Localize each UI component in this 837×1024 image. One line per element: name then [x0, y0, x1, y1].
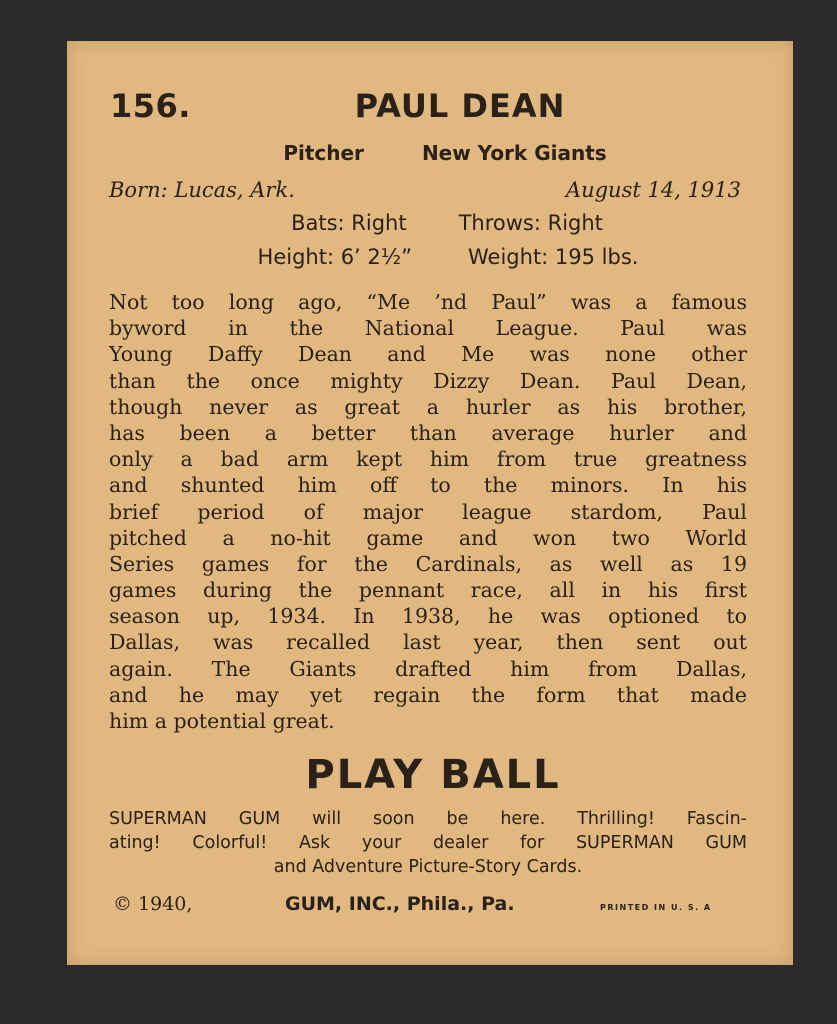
bio-line: Young Daffy Dean and Me was none other [109, 342, 747, 367]
bio-line: pitched a no-hit game and won two World [109, 525, 747, 550]
bio-line: and shunted him off to the minors. In his [109, 473, 747, 498]
bio-line: him a potential great. [109, 709, 335, 733]
bio-line: though never as great a hurler as his brother, [109, 394, 747, 419]
player-team: New York Giants [421, 141, 607, 165]
bio-line: brief period of major league stardom, Paul [109, 499, 747, 524]
promo-line: and Adventure Picture-Story Cards. [273, 857, 583, 877]
bio-line: season up, 1934. In 1938, he was optioned to [109, 604, 747, 629]
bats: Bats: Right [291, 211, 407, 235]
player-name: PAUL DEAN [354, 87, 566, 125]
bio-line: only a bad arm kept him from true greatness [109, 447, 747, 472]
promo-line: ating! Colorful! Ask your dealer for SUPERMAN GUM [109, 833, 747, 853]
height-weight-line [67, 245, 793, 269]
height: Height: 6’ 2½” [257, 245, 413, 269]
promo-line: SUPERMAN GUM will soon be here. Thrilling! Fascin- [109, 809, 747, 829]
bio-line: Dallas, was recalled last year, then sent out [109, 630, 747, 655]
bio-line: again. The Giants drafted him from Dallas, [109, 656, 747, 681]
bio-line: than the once mighty Dizzy Dean. Paul Dean, [109, 368, 747, 393]
position-team-line [67, 141, 793, 165]
birth-date: August 14, 1913 [565, 178, 741, 202]
throws: Throws: Right [458, 211, 603, 235]
copyright: © 1940, [113, 893, 193, 915]
baseball-card-back [67, 41, 793, 965]
bio-line: games during the pennant race, all in his first [109, 578, 747, 603]
bats-throws-line [67, 211, 793, 235]
weight: Weight: 195 lbs. [468, 245, 639, 269]
player-position: Pitcher [283, 141, 364, 165]
bio-line: has been a better than average hurler and [109, 420, 747, 445]
promo-text [109, 807, 747, 879]
bio-line: byword in the National League. Paul was [109, 316, 747, 341]
publisher: GUM, INC., Phila., Pa. [285, 893, 515, 915]
bio-line: and he may yet regain the form that made [109, 682, 747, 707]
bio-line: Not too long ago, “Me ’nd Paul” was a famous [109, 290, 747, 314]
biography [109, 289, 747, 734]
birth-place: Born: Lucas, Ark. [109, 178, 295, 202]
card-number: 156. [110, 87, 191, 125]
printed-in-usa: PRINTED IN U. S. A [600, 903, 712, 912]
series-title: PLAY BALL [305, 752, 561, 798]
bio-line: Series games for the Cardinals, as well as 19 [109, 551, 747, 576]
